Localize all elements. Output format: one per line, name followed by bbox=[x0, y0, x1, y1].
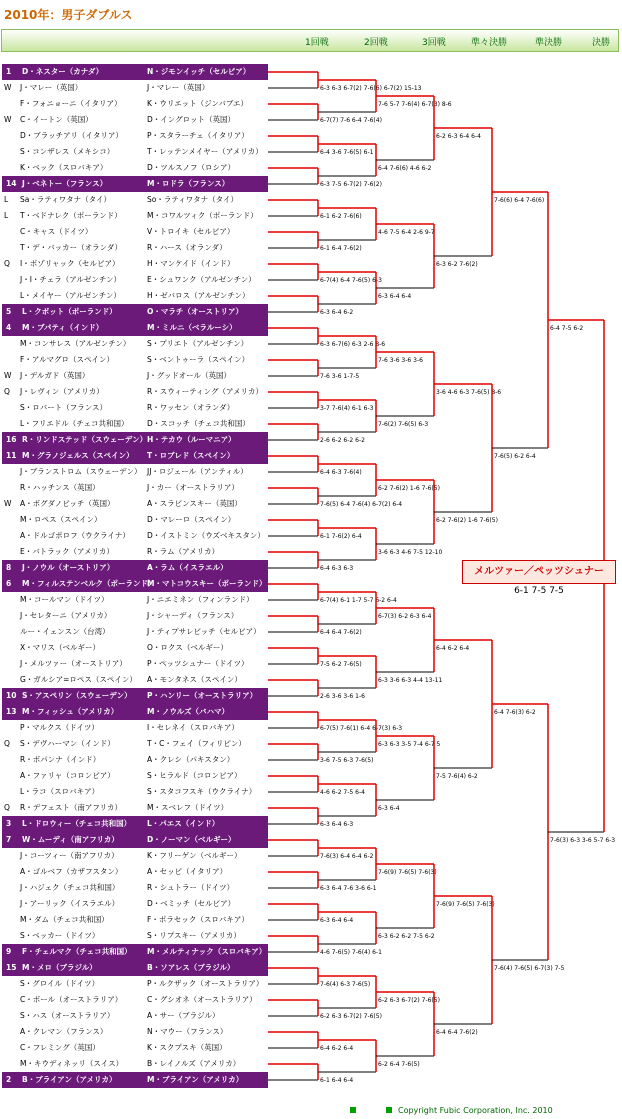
player-1-name: A・ドルゴポロフ（ウクライナ） bbox=[20, 531, 130, 540]
match-score: 6-4 6-3 7-6(4) bbox=[320, 469, 362, 476]
player-1-name: M・コンサレス（アルゼンチン） bbox=[20, 339, 131, 348]
player-1-name: S・ロバート（フランス） bbox=[20, 403, 108, 412]
match-score: 6-3 6-4 bbox=[378, 805, 400, 812]
player-1-name: J・ノウル（オーストリア） bbox=[22, 563, 115, 572]
player-1-name: R・ハッチンス（英国） bbox=[20, 483, 100, 492]
match-score: 3-6 6-3 4-6 7-5 12-10 bbox=[378, 549, 443, 556]
match-score: 7-6(3) 6-4 6-4 6-2 bbox=[320, 853, 374, 860]
match-score: 6-3 6-4 6-4 bbox=[320, 917, 354, 924]
player-2-name: S・リプスキー（アメリカ） bbox=[147, 931, 241, 940]
entry-mark: Q bbox=[4, 803, 10, 812]
player-2-name: A・ラム（イスラエル） bbox=[147, 563, 228, 572]
player-1-name: L・ドロウィー（チェコ共和国） bbox=[22, 819, 132, 828]
entry-mark: 2 bbox=[6, 1075, 12, 1084]
match-score: 7-6 3-6 1-7-5 bbox=[320, 373, 360, 380]
player-1-name: T・ベドナレク（ポーランド） bbox=[20, 211, 122, 220]
player-2-name: T・ロブレド（スペイン） bbox=[147, 451, 235, 460]
player-1-name: Sa・ラティワタナ（タイ） bbox=[20, 195, 112, 204]
player-2-name: A・モンタネス（スペイン） bbox=[147, 675, 242, 684]
player-2-name: H・テカウ（ルーマニア） bbox=[147, 435, 236, 444]
player-2-name: J・ニエミネン（フィンランド） bbox=[147, 595, 254, 604]
player-1-name: ルー・イェンスン（台湾） bbox=[20, 627, 110, 636]
player-2-name: S・ヒラルド（コロンビア） bbox=[147, 771, 242, 780]
entry-mark: 13 bbox=[6, 707, 17, 716]
match-score: 7-6 3-6 3-6 3-6 bbox=[378, 357, 423, 364]
match-score: 6-2 6-3 6-7(2) 7-6(5) bbox=[320, 1013, 382, 1020]
player-1-name: I・ボゾリャック（セルビア） bbox=[20, 259, 120, 268]
entry-mark: W bbox=[4, 83, 12, 92]
match-score: 6-1 7-6(2) 6-4 bbox=[320, 533, 362, 540]
champion-box: メルツァー／ペッツシュナー bbox=[462, 560, 616, 584]
match-score: 4-6 7-6(5) 7-6(4) 6-1 bbox=[320, 949, 382, 956]
player-1-name: J・マレー（英国） bbox=[20, 83, 83, 92]
match-score: 6-3 6-7(6) 6-3 2-6 8-6 bbox=[320, 341, 386, 348]
player-1-name: J・ブランストロム（スウェーデン） bbox=[20, 467, 142, 476]
match-score: 6-2 6-4 7-6(5) bbox=[378, 1061, 420, 1068]
player-1-name: K・ベック（スロバキア） bbox=[20, 163, 108, 172]
match-score: 7-5 6-2 7-6(5) bbox=[320, 661, 362, 668]
player-2-name: L・パエス（インド） bbox=[147, 819, 220, 828]
match-score: 6-7(4) 6-1 1-7 5-7 6-2 6-4 bbox=[320, 597, 397, 604]
player-2-name: So・ラティワタナ（タイ） bbox=[147, 195, 239, 204]
copyright: Copyright Fubic Corporation, Inc. 2010 bbox=[398, 1106, 553, 1115]
player-1-name: M・グラノジェルス（スペイン） bbox=[22, 451, 134, 460]
player-2-name: M・コワルツィク（ポーランド） bbox=[147, 211, 258, 220]
match-score: 7-5 7-6(4) 6-2 bbox=[436, 773, 478, 780]
match-score: 3-6 4-6 6-3 7-6(5) 8-6 bbox=[436, 389, 502, 396]
player-1-name: L・フリエドル（チェコ共和国） bbox=[20, 419, 129, 428]
entry-mark: 4 bbox=[6, 323, 12, 332]
round-label-sf: 準決勝 bbox=[535, 38, 563, 48]
player-1-name: M・ロペス（スペイン） bbox=[20, 515, 102, 524]
match-score: 6-4 7-6(3) 6-2 bbox=[494, 709, 536, 716]
match-score: 7-6(6) 6-4 7-6(6) bbox=[494, 197, 545, 204]
match-score: 6-3 6-3 3-5 7-4 6-7 5 bbox=[378, 741, 441, 748]
entry-mark: 16 bbox=[6, 435, 17, 444]
player-1-name: S・コンザレス（メキシコ） bbox=[20, 147, 115, 156]
player-1-name: A・クレマン（フランス） bbox=[20, 1027, 108, 1036]
match-score: 6-3 6-4 6-2 bbox=[320, 309, 354, 316]
player-2-name: C・グシオネ（オーストラリア） bbox=[147, 995, 257, 1004]
match-score: 6-4 6-3 6-3 bbox=[320, 565, 354, 572]
match-score: 6-3 6-2 7-6(2) bbox=[436, 261, 478, 268]
player-2-name: S・プリエト（アルゼンチン） bbox=[147, 339, 249, 348]
player-1-name: S・グロイル（ドイツ） bbox=[20, 979, 100, 988]
match-score: 2-6 6-2 6-2 6-2 bbox=[320, 437, 365, 444]
entry-mark: L bbox=[4, 195, 9, 204]
player-2-name: V・トロイキ（セルビア） bbox=[147, 227, 235, 236]
player-2-name: J・カー（オーストラリア） bbox=[147, 483, 239, 492]
player-2-name: N・ジモンイッチ（セルビア） bbox=[147, 67, 251, 76]
entry-mark: 1 bbox=[6, 67, 12, 76]
player-1-name: J・I・チェラ（アルゼンチン） bbox=[20, 275, 122, 284]
match-score: 6-2 6-3 6-7(2) 7-6(5) bbox=[378, 997, 440, 1004]
entry-mark: 15 bbox=[6, 963, 17, 972]
player-2-name: H・マンケイド（インド） bbox=[147, 259, 235, 268]
player-2-name: T・C・フェイ（フィリピン） bbox=[147, 739, 246, 748]
player-2-name: A・サー（ブラジル） bbox=[147, 1011, 220, 1020]
match-score: 6-3 6-4 7-6 3-6 6-1 bbox=[320, 885, 377, 892]
entry-mark: Q bbox=[4, 387, 10, 396]
match-score: 6-4 7-5 6-2 bbox=[550, 325, 584, 332]
player-1-name: G・ガルシア=ロペス（スペイン） bbox=[20, 675, 137, 684]
match-score: 6-4 6-4 7-6(2) bbox=[320, 629, 362, 636]
player-2-name: D・イングロット（英国） bbox=[147, 115, 235, 124]
player-1-name: F・アルマグロ（スペイン） bbox=[20, 355, 115, 364]
round-label-qf: 準々決勝 bbox=[471, 38, 508, 48]
player-2-name: M・ロドラ（フランス） bbox=[147, 179, 230, 188]
page-title: 2010年：男子ダブルス bbox=[4, 8, 133, 22]
player-1-name: M・ブパティ（インド） bbox=[22, 323, 104, 332]
match-score: 6-3 6-3 6-7(2) 7-6(6) 6-7(2) 15-13 bbox=[320, 85, 422, 92]
match-score: 6-2 7-6(2) 1-6 7-6(5) bbox=[378, 485, 440, 492]
player-1-name: P・マルクス（ドイツ） bbox=[20, 723, 99, 732]
player-1-name: M・フィッシュ（アメリカ） bbox=[22, 707, 119, 716]
entry-mark: W bbox=[4, 499, 12, 508]
player-1-name: X・マリス（ベルギー） bbox=[20, 643, 100, 652]
player-2-name: D・ツルスノフ（ロシア） bbox=[147, 163, 236, 172]
player-2-name: R・シュトラー（ドイツ） bbox=[147, 883, 235, 892]
player-2-name: K・ウリエット（ジンバブエ） bbox=[147, 99, 249, 108]
player-2-name: K・フリーゲン（ベルギー） bbox=[147, 851, 242, 860]
player-2-name: D・イストミン（ウズベキスタン） bbox=[147, 531, 265, 540]
player-1-name: J・ハジェク（チェコ共和国） bbox=[20, 883, 120, 892]
match-score: 6-4 6-2 6-4 bbox=[436, 645, 470, 652]
player-2-name: F・ポラセック（スロバキア） bbox=[147, 915, 249, 924]
entry-mark: 5 bbox=[6, 307, 12, 316]
match-score: 7-6(9) 7-6(5) 7-6(3) bbox=[436, 901, 495, 908]
player-2-name: K・スクプスキ（英国） bbox=[147, 1043, 227, 1052]
player-1-name: J・メルツァー（オーストリア） bbox=[20, 659, 127, 668]
player-2-name: D・ベミッチ（セルビア） bbox=[147, 899, 236, 908]
player-2-name: A・クレシ（パキスタン） bbox=[147, 755, 235, 764]
player-2-name: M・ブライアン（アメリカ） bbox=[147, 1075, 244, 1084]
footer-square-icon bbox=[350, 1107, 356, 1113]
player-1-name: M・コールマン（ドイツ） bbox=[20, 595, 109, 604]
player-2-name: M・マトコウスキー（ポーランド） bbox=[147, 579, 267, 588]
footer-square-icon bbox=[386, 1107, 392, 1113]
entry-mark: 6 bbox=[6, 579, 12, 588]
player-2-name: B・ソアレス（ブラジル） bbox=[147, 963, 235, 972]
player-2-name: I・セレネイ（スロバキア） bbox=[147, 723, 239, 732]
entry-mark: 7 bbox=[6, 835, 12, 844]
entry-mark: 9 bbox=[6, 947, 12, 956]
match-score: 3-6 7-5 6-3 7-6(5) bbox=[320, 757, 374, 764]
player-2-name: M・ノウルズ（バハマ） bbox=[147, 707, 230, 716]
player-1-name: J・コーツィー（南アフリカ） bbox=[20, 851, 119, 860]
entry-mark: 11 bbox=[6, 451, 17, 460]
entry-mark: L bbox=[4, 211, 9, 220]
player-1-name: M・フィルステンベルク（ポーランド） bbox=[22, 579, 156, 588]
player-1-name: C・フレミング（英国） bbox=[20, 1043, 100, 1052]
player-1-name: J・アーリック（イスラエル） bbox=[20, 899, 120, 908]
player-2-name: M・ミルニ（ベラルーシ） bbox=[147, 323, 237, 332]
player-2-name: S・ベントゥーラ（スペイン） bbox=[147, 355, 250, 364]
player-2-name: S・スタコフスキ（ウクライナ） bbox=[147, 787, 257, 796]
player-2-name: H・ゼバロス（アルゼンチン） bbox=[147, 291, 250, 300]
round-label-r3: 3回戦 bbox=[422, 38, 446, 48]
match-score: 7-6(3) 6-3 3-6 5-7 6-3 bbox=[550, 837, 616, 844]
player-1-name: J・セレターニ（アメリカ） bbox=[20, 611, 112, 620]
player-1-name: B・ブライアン（アメリカ） bbox=[22, 1075, 117, 1084]
match-score: 7-6 5-7 7-6(4) 6-7(3) 8-6 bbox=[378, 101, 452, 108]
player-1-name: S・ハス（オーストラリア） bbox=[20, 1011, 115, 1020]
match-score: 7-6(5) 6-2 6-4 bbox=[494, 453, 536, 460]
player-2-name: D・マレーロ（スペイン） bbox=[147, 515, 236, 524]
match-score: 6-7(3) 6-2 6-3 6-4 bbox=[378, 613, 432, 620]
player-1-name: F・フォニョーニ（イタリア） bbox=[20, 99, 122, 108]
player-1-name: R・ボパンナ（インド） bbox=[20, 755, 101, 764]
entry-mark: 3 bbox=[6, 819, 12, 828]
player-1-name: E・バトラック（アメリカ） bbox=[20, 547, 114, 556]
player-1-name: S・ベッカー（ドイツ） bbox=[20, 931, 100, 940]
entry-mark: Q bbox=[4, 259, 10, 268]
player-1-name: L・ラコ（スロバキア） bbox=[20, 787, 100, 796]
match-score: 7-6(4) 6-3 7-6(5) bbox=[320, 981, 371, 988]
entry-mark: W bbox=[4, 371, 12, 380]
player-2-name: J・マレー（英国） bbox=[147, 83, 210, 92]
match-score: 6-2 7-6(2) 1-6 7-6(5) bbox=[436, 517, 498, 524]
match-score: 7-6(2) 7-6(5) 6-3 bbox=[378, 421, 429, 428]
player-1-name: A・ボグダノビッチ（英国） bbox=[20, 499, 115, 508]
match-score: 6-1 6-4 7-6(2) bbox=[320, 245, 362, 252]
player-1-name: J・デルガド（英国） bbox=[20, 371, 90, 380]
match-score: 4-6 6-2 7-5 6-4 bbox=[320, 789, 365, 796]
match-score: 7-6(9) 7-6(5) 7-6(3) bbox=[378, 869, 437, 876]
player-1-name: R・リンドステッド（スウェーデン） bbox=[22, 435, 148, 444]
player-2-name: J・ティプサレビッチ（セルビア） bbox=[147, 627, 261, 636]
match-score: 7-6(5) 6-4 7-6(4) 6-7(2) 6-4 bbox=[320, 501, 403, 508]
player-1-name: M・ダム（チェコ共和国） bbox=[20, 915, 109, 924]
player-2-name: T・レッテンメイヤー（アメリカ） bbox=[147, 147, 263, 156]
player-1-name: L・クボット（ポーランド） bbox=[22, 307, 117, 316]
match-score: 6-3 6-4 6-3 bbox=[320, 821, 354, 828]
match-score: 6-3 6-4 6-4 bbox=[378, 293, 412, 300]
player-2-name: E・シュワンク（アルゼンチン） bbox=[147, 275, 256, 284]
player-2-name: J・グッドオール（英国） bbox=[147, 371, 231, 380]
player-2-name: JJ・ロジェール（アンティル） bbox=[147, 467, 248, 476]
player-1-name: J・レヴィン（アメリカ） bbox=[20, 387, 104, 396]
player-2-name: P・スタラーチェ（イタリア） bbox=[147, 131, 249, 140]
player-1-name: R・デフェスト（南アフリカ） bbox=[20, 803, 122, 812]
player-1-name: W・ムーディ（南アフリカ） bbox=[22, 835, 119, 844]
player-2-name: A・セッピ（イタリア） bbox=[147, 867, 228, 876]
match-score: 7-6(4) 7-6(5) 6-7(3) 7-5 bbox=[494, 965, 565, 972]
match-score: 3-7 7-6(4) 6-1 6-3 bbox=[320, 405, 374, 412]
player-1-name: L・メイヤー（アルゼンチン） bbox=[20, 291, 121, 300]
player-2-name: A・スラビンスキー（英国） bbox=[147, 499, 242, 508]
player-1-name: T・デ・バッカー（オランダ） bbox=[20, 243, 123, 252]
match-score: 6-7(5) 7-6(1) 6-4 6-7(3) 6-3 bbox=[320, 725, 403, 732]
player-1-name: J・ベネトー（フランス） bbox=[22, 179, 108, 188]
final-score: 6-1 7-5 7-5 bbox=[514, 586, 564, 596]
player-2-name: O・ロクス（ベルギー） bbox=[147, 643, 228, 652]
match-score: 6-2 6-3 6-4 6-4 bbox=[436, 133, 481, 140]
player-2-name: R・スウィーティング（アメリカ） bbox=[147, 387, 263, 396]
player-2-name: R・ワッセン（オランダ） bbox=[147, 403, 235, 412]
entry-mark: 14 bbox=[6, 179, 17, 188]
entry-mark: Q bbox=[4, 739, 10, 748]
entry-mark: 8 bbox=[6, 563, 12, 572]
match-score: 6-4 3-6 7-6(5) 6-1 bbox=[320, 149, 374, 156]
player-2-name: M・メルティナック（スロバキア） bbox=[147, 947, 267, 956]
player-1-name: F・チェルマク（チェコ共和国） bbox=[22, 947, 132, 956]
match-score: 6-3 7-5 6-7(2) 7-6(2) bbox=[320, 181, 382, 188]
round-label-final: 決勝 bbox=[592, 38, 611, 48]
match-score: 6-3 3-6 6-3 4-4 13-11 bbox=[378, 677, 443, 684]
match-score: 4-6 7-5 6-4 2-6 9-7 bbox=[378, 229, 435, 236]
player-1-name: D・ネスター（カナダ） bbox=[22, 67, 104, 76]
player-2-name: J・シャーディ（フランス） bbox=[147, 611, 239, 620]
player-1-name: A・ファリャ（コロンビア） bbox=[20, 771, 115, 780]
player-2-name: P・ハンリー（オーストラリア） bbox=[147, 691, 258, 700]
match-score: 6-4 6-2 6-4 bbox=[320, 1045, 354, 1052]
player-2-name: R・ハース（オランダ） bbox=[147, 243, 227, 252]
player-1-name: M・メロ（ブラジル） bbox=[22, 963, 97, 972]
player-1-name: C・イートン（英国） bbox=[20, 115, 93, 124]
match-score: 6-3 6-2 6-2 7-5 6-2 bbox=[378, 933, 435, 940]
player-2-name: B・レイノルズ（アメリカ） bbox=[147, 1059, 241, 1068]
player-1-name: A・ゴルベフ（カザフスタン） bbox=[20, 867, 123, 876]
entry-mark: 10 bbox=[6, 691, 17, 700]
player-1-name: M・キウディネッリ（スイス） bbox=[20, 1059, 124, 1068]
player-2-name: P・ペッツシュナー（ドイツ） bbox=[147, 659, 249, 668]
match-score: 6-4 7-6(6) 4-6 6-2 bbox=[378, 165, 432, 172]
match-score: 2-6 3-6 3-6 1-6 bbox=[320, 693, 365, 700]
entry-mark: W bbox=[4, 115, 12, 124]
player-2-name: N・マウー（フランス） bbox=[147, 1027, 228, 1036]
player-2-name: D・スコッチ（チェコ共和国） bbox=[147, 419, 250, 428]
match-score: 6-7(7) 7-6 6-4 7-6(4) bbox=[320, 117, 382, 124]
player-2-name: R・ラム（アメリカ） bbox=[147, 547, 220, 556]
round-label-r1: 1回戦 bbox=[305, 38, 329, 48]
match-score: 6-4 6-4 7-6(2) bbox=[436, 1029, 478, 1036]
player-2-name: M・スベレフ（ドイツ） bbox=[147, 803, 229, 812]
player-2-name: D・ノーマン（ベルギー） bbox=[147, 835, 236, 844]
player-1-name: S・デヴハーマン（インド） bbox=[20, 739, 115, 748]
player-1-name: C・キャス（ドイツ） bbox=[20, 227, 93, 236]
match-score: 6-1 6-4 6-4 bbox=[320, 1077, 354, 1084]
match-score: 6-7(4) 6-4 7-6(5) 6-3 bbox=[320, 277, 382, 284]
player-2-name: O・マラチ（オーストリア） bbox=[147, 307, 243, 316]
player-2-name: P・ルクザック（オーストラリア） bbox=[147, 979, 264, 988]
player-1-name: C・ボール（オーストラリア） bbox=[20, 995, 123, 1004]
match-score: 6-1 6-2 7-6(6) bbox=[320, 213, 362, 220]
round-label-r2: 2回戦 bbox=[364, 38, 388, 48]
player-1-name: S・アスペリン（スウェーデン） bbox=[22, 691, 132, 700]
player-1-name: D・ブラッチアリ（イタリア） bbox=[20, 131, 123, 140]
